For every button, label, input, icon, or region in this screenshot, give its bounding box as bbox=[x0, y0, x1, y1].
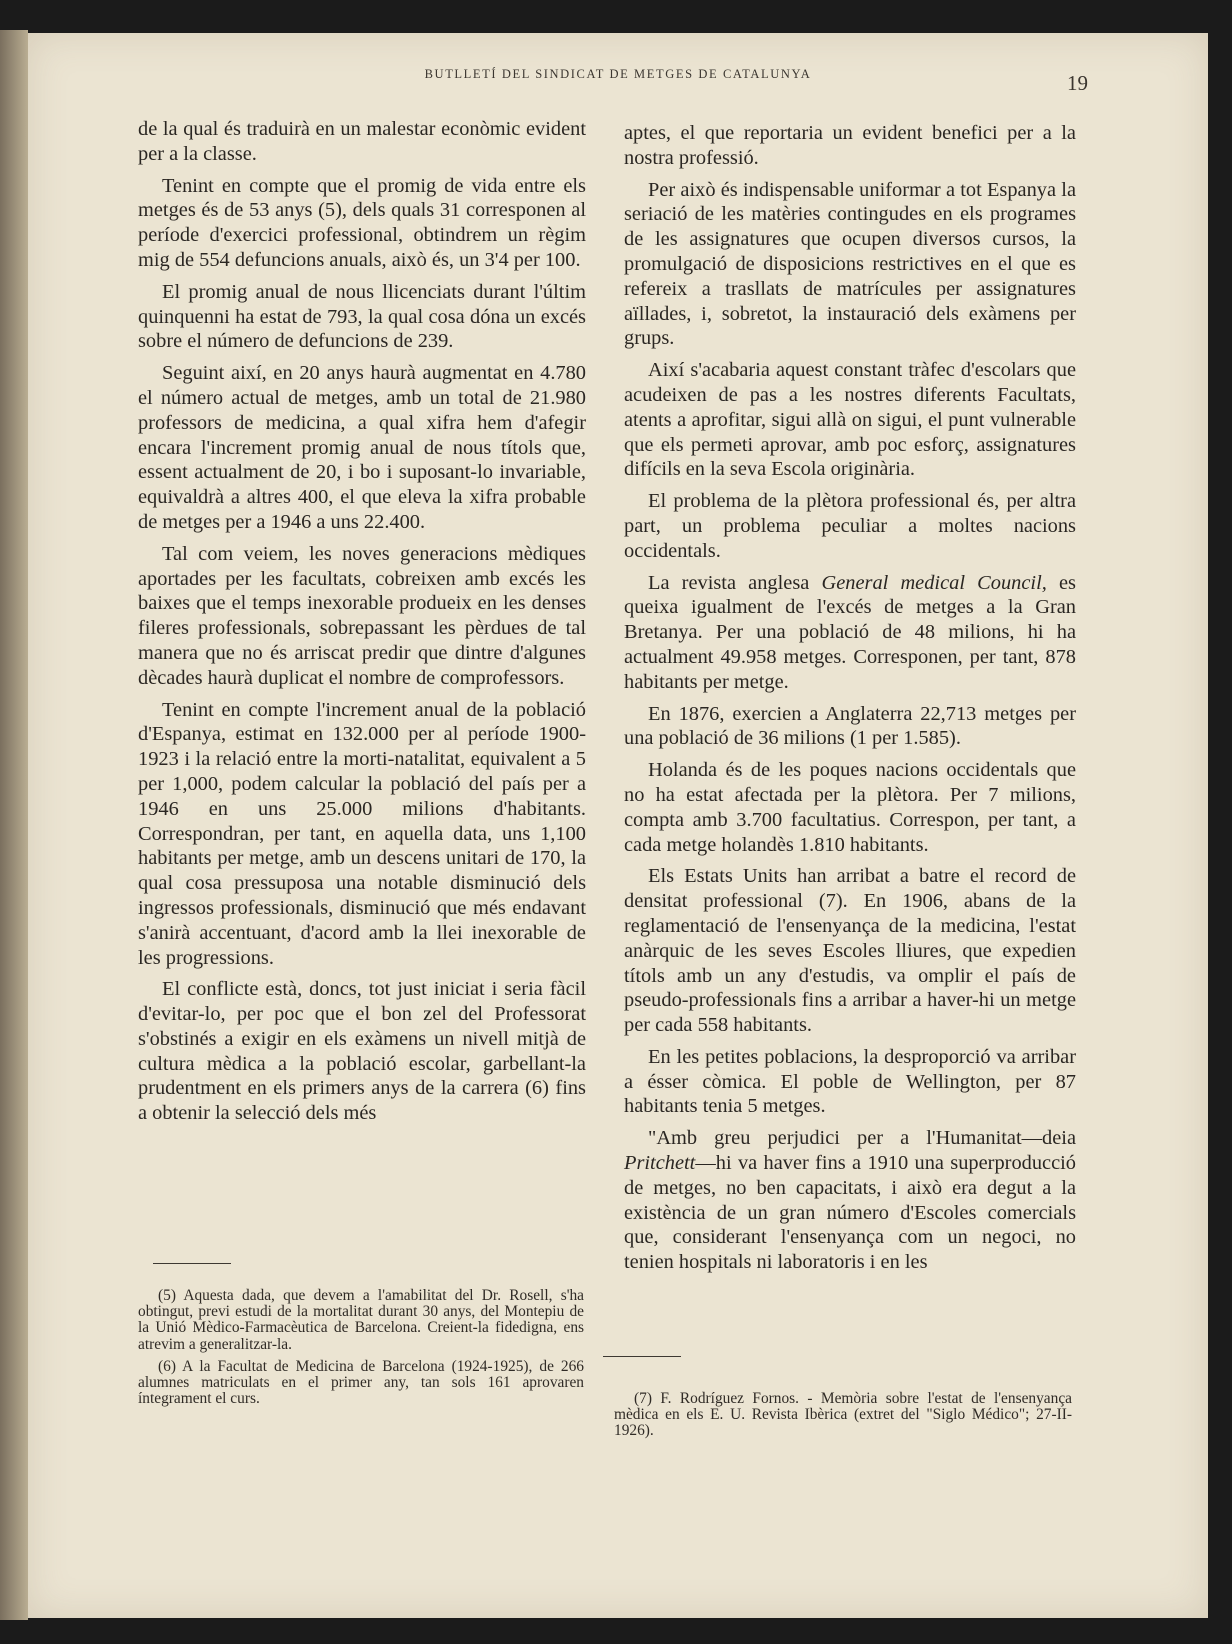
book-spine-edge bbox=[0, 30, 28, 1620]
paragraph bbox=[624, 1126, 1076, 1275]
author-name: Pritchett bbox=[624, 1152, 696, 1175]
paragraph: Tenint en compte l'increment anual de la població d'Espanya, estimat en 132.000 per al període 1900-1923 i la relació entre la morti-natalitat, equivalent a 5 per 1,000, podem calcular la població del país per a 1946 en uns 25.000 milions d'habitants. Correspondran, per tant, en aquella data, uns 1,100 habitants per metge, amb un descens unitari de 170, la qual cosa pressuposa una notable disminució dels ingressos professionals, disminució que més endavant s'anirà accentuant, d'acord amb la llei inexorable de les progressions. bbox=[138, 698, 586, 969]
footnote-divider bbox=[153, 1263, 231, 1264]
paragraph: de la qual és traduirà en un malestar econòmic evident per a la classe. bbox=[138, 118, 586, 165]
footnote: (6) A la Facultat de Medicina de Barcelona (1924-1925), de 266 alumnes matriculats en el primer any, tan sols 161 aprovaren íntegrament el curs. bbox=[138, 1357, 584, 1408]
paragraph: Tal com veiem, les noves generacions mèdiques aportades per les facultats, cobreixen amb excés les baixes que el temps inexorable produeix en les denses fileres professionals, sobrepassant les pèrdues de tal manera que no és arriscat predir que dintre d'algunes dècades haurà duplicat el nombre de comprofessors. bbox=[138, 542, 586, 689]
footnote: (7) F. Rodríguez Fornos. - Memòria sobre l'estat de l'ensenyança mèdica en els E. U. Revista Ibèrica (extret del "Siglo Médico"; 27-II-1926). bbox=[614, 1390, 1072, 1440]
left-column bbox=[138, 117, 586, 1133]
footnote: (5) Aquesta dada, que devem a l'amabilitat del Dr. Rosell, s'ha obtingut, previ estudi de la mortalitat durant 30 anys, del Montepiu de la Unió Mèdico-Farmacèutica de Barcelona. Creient-la fidedigna, ens atrevim a generalitzar-la. bbox=[138, 1287, 584, 1353]
paragraph: El conflicte està, doncs, tot just iniciat i seria fàcil d'evitar-lo, per poc que el bon zel del Professorat s'obstinés a exigir en els exàmens un nivell mitjà de cultura mèdica a la població escolar, garbellant-la prudentment en els primers anys de la carrera (6) fins a obtenir la selecció dels més bbox=[138, 978, 586, 1125]
paragraph-text: —hi va haver fins a 1910 una superproducció de metges, no ben capacitats, i això era degut a la existència de un gran número d'Escoles comercials que, considerant l'ensenyança com un negoci, no tenien hospitals ni laboratoris i en les bbox=[624, 1152, 1076, 1274]
paragraph bbox=[624, 571, 1076, 695]
document-page bbox=[28, 33, 1208, 1618]
paragraph: El promig anual de nous llicenciats durant l'últim quinquenni ha estat de 793, la qual cosa dóna un excés sobre el número de defuncions de 239. bbox=[138, 280, 586, 353]
paragraph: En les petites poblacions, la desproporció va arribar a ésser còmica. El poble de Wellington, per 87 habitants tenia 5 metges. bbox=[624, 1045, 1076, 1118]
paragraph: Tenint en compte que el promig de vida entre els metges és de 53 anys (5), dels quals 31 corresponen al període d'exercici professional, obtindrem un règim mig de 554 defuncions anuals, això és, un 3'4 per 100. bbox=[138, 174, 586, 271]
paragraph: Per això és indispensable uniformar a tot Espanya la seriació de les matèries contingudes en els programes de les assignatures que ocupen diversos cursos, la promulgació de disposicions restrictives en el que es refereix a trasllats de matrícules per assignatures aïllades, i, sobretot, la instauració dels exàmens per grups. bbox=[624, 178, 1076, 350]
paragraph: Seguint així, en 20 anys haurà augmentat en 4.780 el número actual de metges, amb un total de 21.980 professors de medicina, a qual xifra hem d'afegir encara l'increment promig anual de nous títols que, essent actualment de 20, i bo i suposant-lo invariable, equivaldrà a altres 400, el que eleva la xifra probable de metges per a 1946 a uns 22.400. bbox=[138, 362, 586, 533]
paragraph: Holanda és de les poques nacions occidentals que no ha estat afectada per la plètora. Per 7 milions, compta amb 3.700 facultatius. Correspon, per tant, a cada metge holandès 1.810 habitants. bbox=[624, 759, 1076, 856]
footnotes-left bbox=[138, 1288, 584, 1413]
page-number: 19 bbox=[1067, 71, 1088, 95]
paragraph: aptes, el que reportaria un evident benefici per a la nostra professió. bbox=[624, 122, 1076, 169]
footnote-divider bbox=[603, 1356, 681, 1357]
paragraph: El problema de la plètora professional és, per altra part, un problema peculiar a moltes nacions occidentals. bbox=[624, 490, 1076, 562]
paragraph-text: es queixa igualment de l'excés de metges a la Gran Bretanya. Per una població de 48 milions, hi ha actualment 49.958 metges. Corresponen, per tant, 878 habitants per metge. bbox=[624, 571, 1076, 693]
footnotes-right bbox=[614, 1391, 1072, 1446]
right-column bbox=[624, 121, 1076, 1282]
paragraph-text: La revista anglesa bbox=[648, 571, 822, 594]
paragraph-text: "Amb greu perjudici per a l'Humanitat—deia bbox=[648, 1127, 1076, 1150]
paragraph: Els Estats Units han arribat a batre el record de densitat professional (7). En 1906, abans de la reglamentació de l'ensenyança de la medicina, l'estat anàrquic de les seves Escoles lliures, que expedien títols amb un any d'estudis, va omplir el país de pseudo-professionals fins a arribar a haver-hi un metge per cada 558 habitants. bbox=[624, 865, 1076, 1037]
journal-title: General medical Council, bbox=[821, 571, 1047, 594]
paragraph: En 1876, exercien a Anglaterra 22,713 metges per una població de 36 milions (1 per 1.585). bbox=[624, 702, 1076, 750]
paragraph: Així s'acabaria aquest constant tràfec d'escolars que acudeixen de pas a les nostres diferents Facultats, atents a aprofitar, sigui allà on sigui, el punt vulnerable que els permeti aprovar, amb poc esforç, assignatures difícils en la seva Escola originària. bbox=[624, 359, 1076, 481]
running-title: BUTLLETÍ DEL SINDICAT DE METGES DE CATALUNYA bbox=[424, 67, 812, 81]
